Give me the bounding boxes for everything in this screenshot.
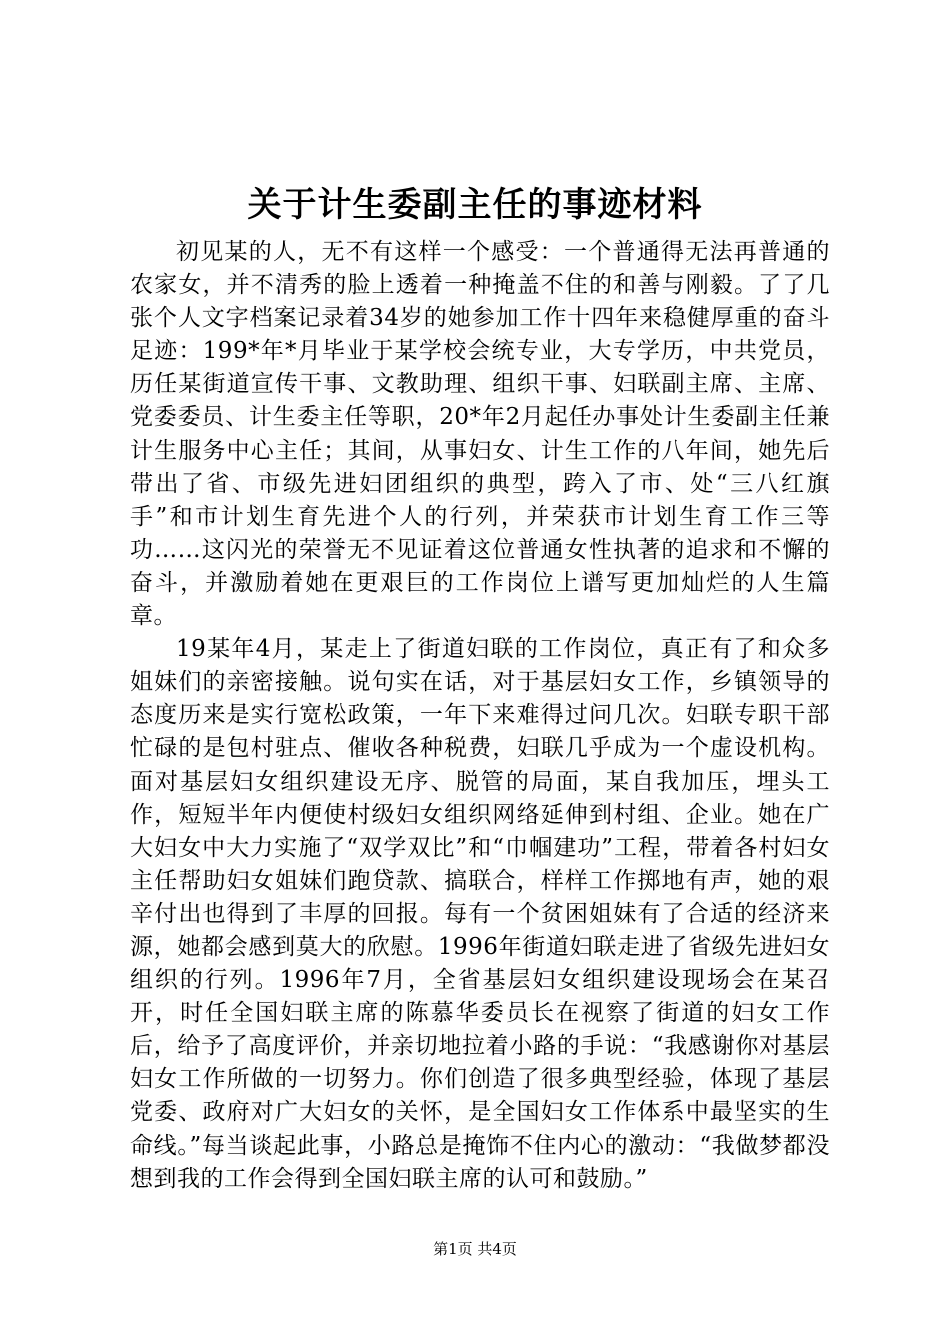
paragraph-2: 19某年4月，某走上了街道妇联的工作岗位，真正有了和众多姐妹们的亲密接触。说句实在话，对于基层妇女工作，乡镇领导的态度历来是实行宽松政策，一年下来难得过问几次。妇联专职干部忙碌的是包村驻点、催收各种税费，妇联几乎成为一个虚设机构。面对基层妇女组织建设无序、脱管的局面，某自我加压，埋头工作，短短半年内便使村级妇女组织网络延伸到村组、企业。她在广大妇女中大力实施了“双学双比”和“巾帼建功”工程，带着各村妇女主任帮助妇女姐妹们跑贷款、搞联合，样样工作掷地有声，她的艰辛付出也得到了丰厚的回报。每有一个贫困姐妹有了合适的经济来源，她都会感到莫大的欣慰。1996年街道妇联走进了省级先进妇女组织的行列。1996年7月，全省基层妇女组织建设现场会在某召开，时任全国妇联主席的陈慕华委员长在视察了街道的妇女工作后，给予了高度评价，并亲切地拉着小路的手说：“我感谢你对基层妇女工作所做的一切努力。你们创造了很多典型经验，体现了基层党委、政府对广大妇女的关怀，是全国妇女工作体系中最坚实的生命线。”每当谈起此事，小路总是掩饰不住内心的激动：“我做梦都没想到我的工作会得到全国妇联主席的认可和鼓励。” [130, 636, 830, 1192]
document-body [130, 236, 830, 1196]
page-title: 关于计生委副主任的事迹材料 [247, 185, 703, 225]
paragraph-1: 初见某的人，无不有这样一个感受：一个普通得无法再普通的农家女，并不清秀的脸上透着一种掩盖不住的和善与刚毅。了了几张个人文字档案记录着34岁的她参加工作十四年来稳健厚重的奋斗足迹：199*年*月毕业于某学校会统专业，大专学历，中共党员，历任某街道宣传干事、文教助理、组织干事、妇联副主席、主席、党委委员、计生委主任等职，20*年2月起任办事处计生委副主任兼计生服务中心主任；其间，从事妇女、计生工作的八年间，她先后带出了省、市级先进妇团组织的典型，跨入了市、处“三八红旗手”和市计划生育先进个人的行列，并荣获市计划生育工作三等功……这闪光的荣誉无不见证着这位普通女性执著的追求和不懈的奋斗，并激励着她在更艰巨的工作岗位上谱写更加灿烂的人生篇章。 [130, 239, 830, 630]
page-number-footer: 第1页 共4页 [433, 1240, 517, 1258]
